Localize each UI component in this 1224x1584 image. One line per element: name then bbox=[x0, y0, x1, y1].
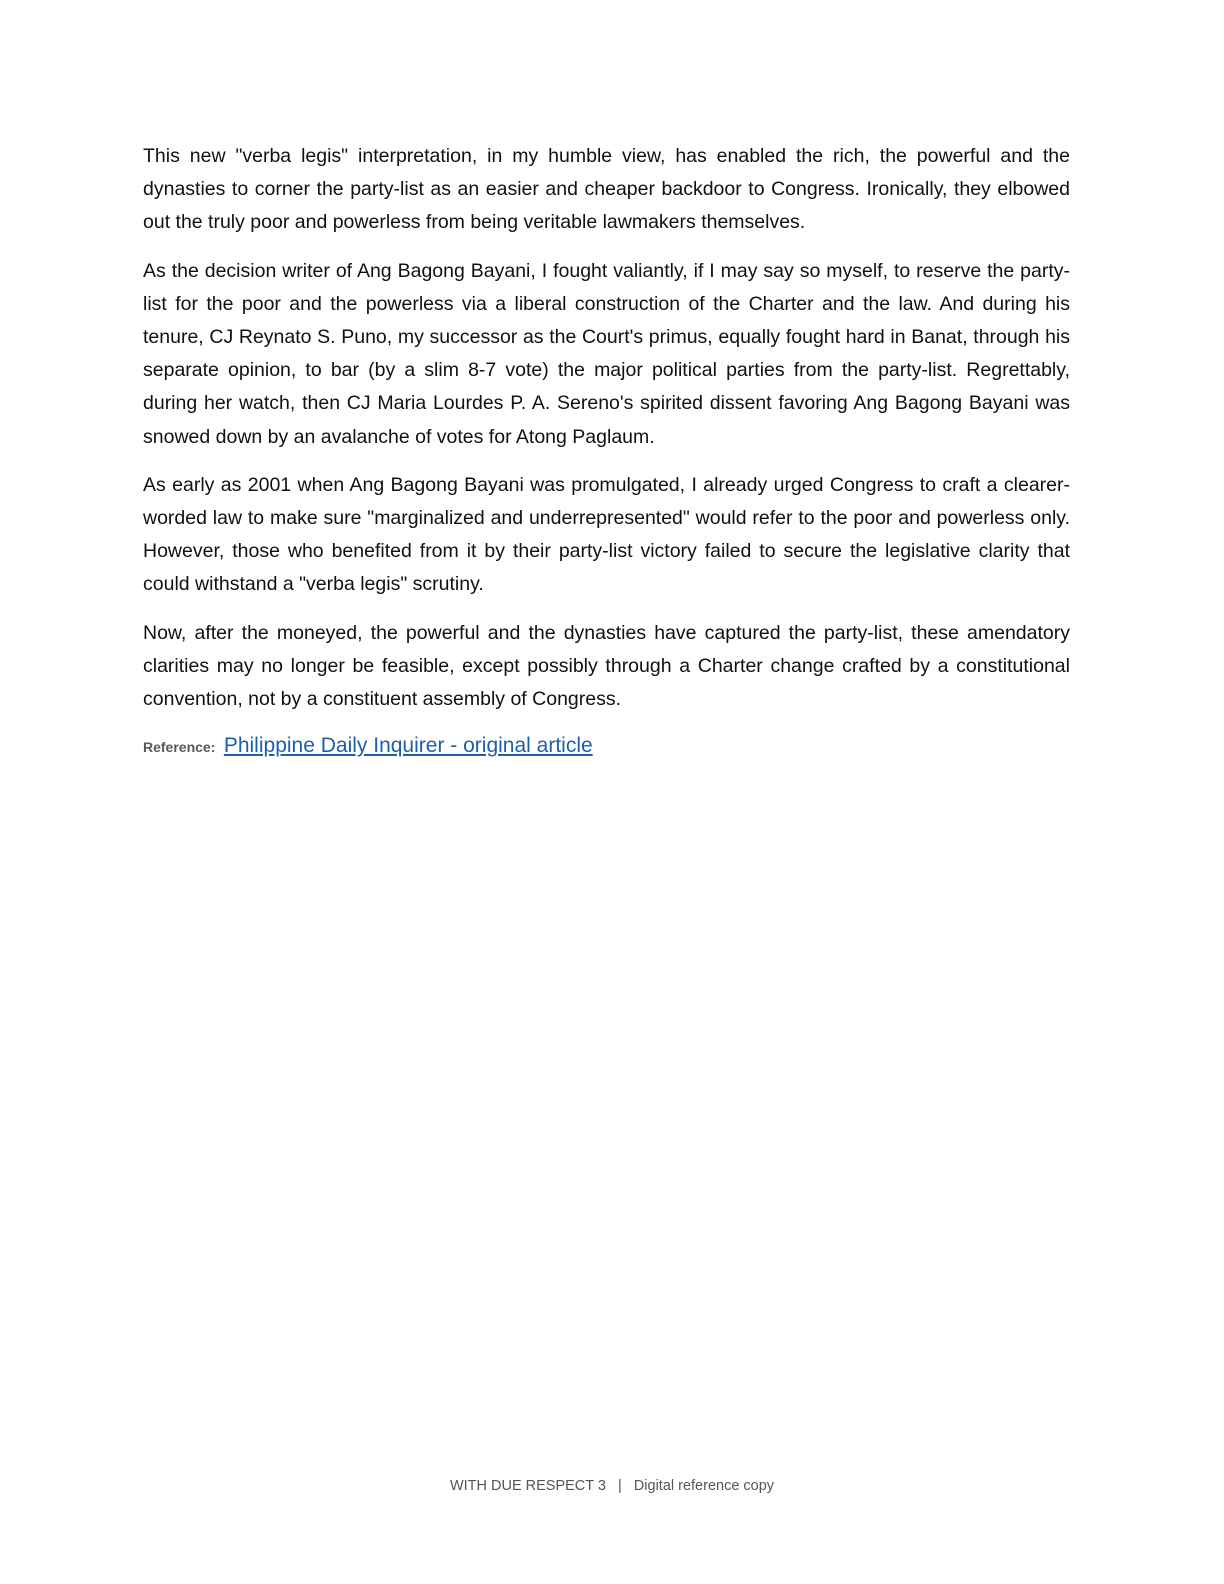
paragraph-2: As the decision writer of Ang Bagong Bayani, I fought valiantly, if I may say so myself, to reserve the party-list for the poor and the powerless via a liberal construction of the Charter and the law. And during his tenure, CJ Reynato S. Puno, my successor as the Court's primus, equally fought hard in Banat, through his separate opinion, to bar (by a slim 8-7 vote) the major political parties from the party-list. Regrettably, during her watch, then CJ Maria Lourdes P. A. Sereno's spirited dissent favoring Ang Bagong Bayani was snowed down by an avalanche of votes for Atong Paglaum. bbox=[143, 259, 1070, 448]
footer-title: WITH DUE RESPECT 3 bbox=[449, 1478, 606, 1494]
paragraph-4: Now, after the moneyed, the powerful and the dynasties have captured the party-list, these amendatory clarities may no longer be feasible, except possibly through a Charter change crafted by a constitutional convention, not by a constituent assembly of Congress. bbox=[143, 621, 1070, 711]
paragraph-3: As early as 2001 when Ang Bagong Bayani was promulgated, I already urged Congress to craft a clearer-worded law to make sure "marginalized and underrepresented" would refer to the poor and powerless only. However, those who benefited from it by their party-list victory failed to secure the legislative clarity that could withstand a "verba legis" scrutiny. bbox=[143, 473, 1070, 596]
paragraph-1: This new "verba legis" interpretation, in my humble view, has enabled the rich, the powerful and the dynasties to corner the party-list as an easier and cheaper backdoor to Congress. Ironically, they elbowed out the truly poor and powerless from being veritable lawmakers themselves. bbox=[143, 145, 1070, 234]
footer-separator: | bbox=[618, 1478, 622, 1494]
footer-note: Digital reference copy bbox=[633, 1478, 775, 1494]
article-body bbox=[143, 140, 1070, 763]
reference-line bbox=[143, 731, 1070, 763]
page-footer bbox=[0, 1478, 1224, 1494]
reference-label: Reference: bbox=[143, 739, 216, 756]
reference-link[interactable]: Philippine Daily Inquirer - original article bbox=[223, 734, 593, 758]
